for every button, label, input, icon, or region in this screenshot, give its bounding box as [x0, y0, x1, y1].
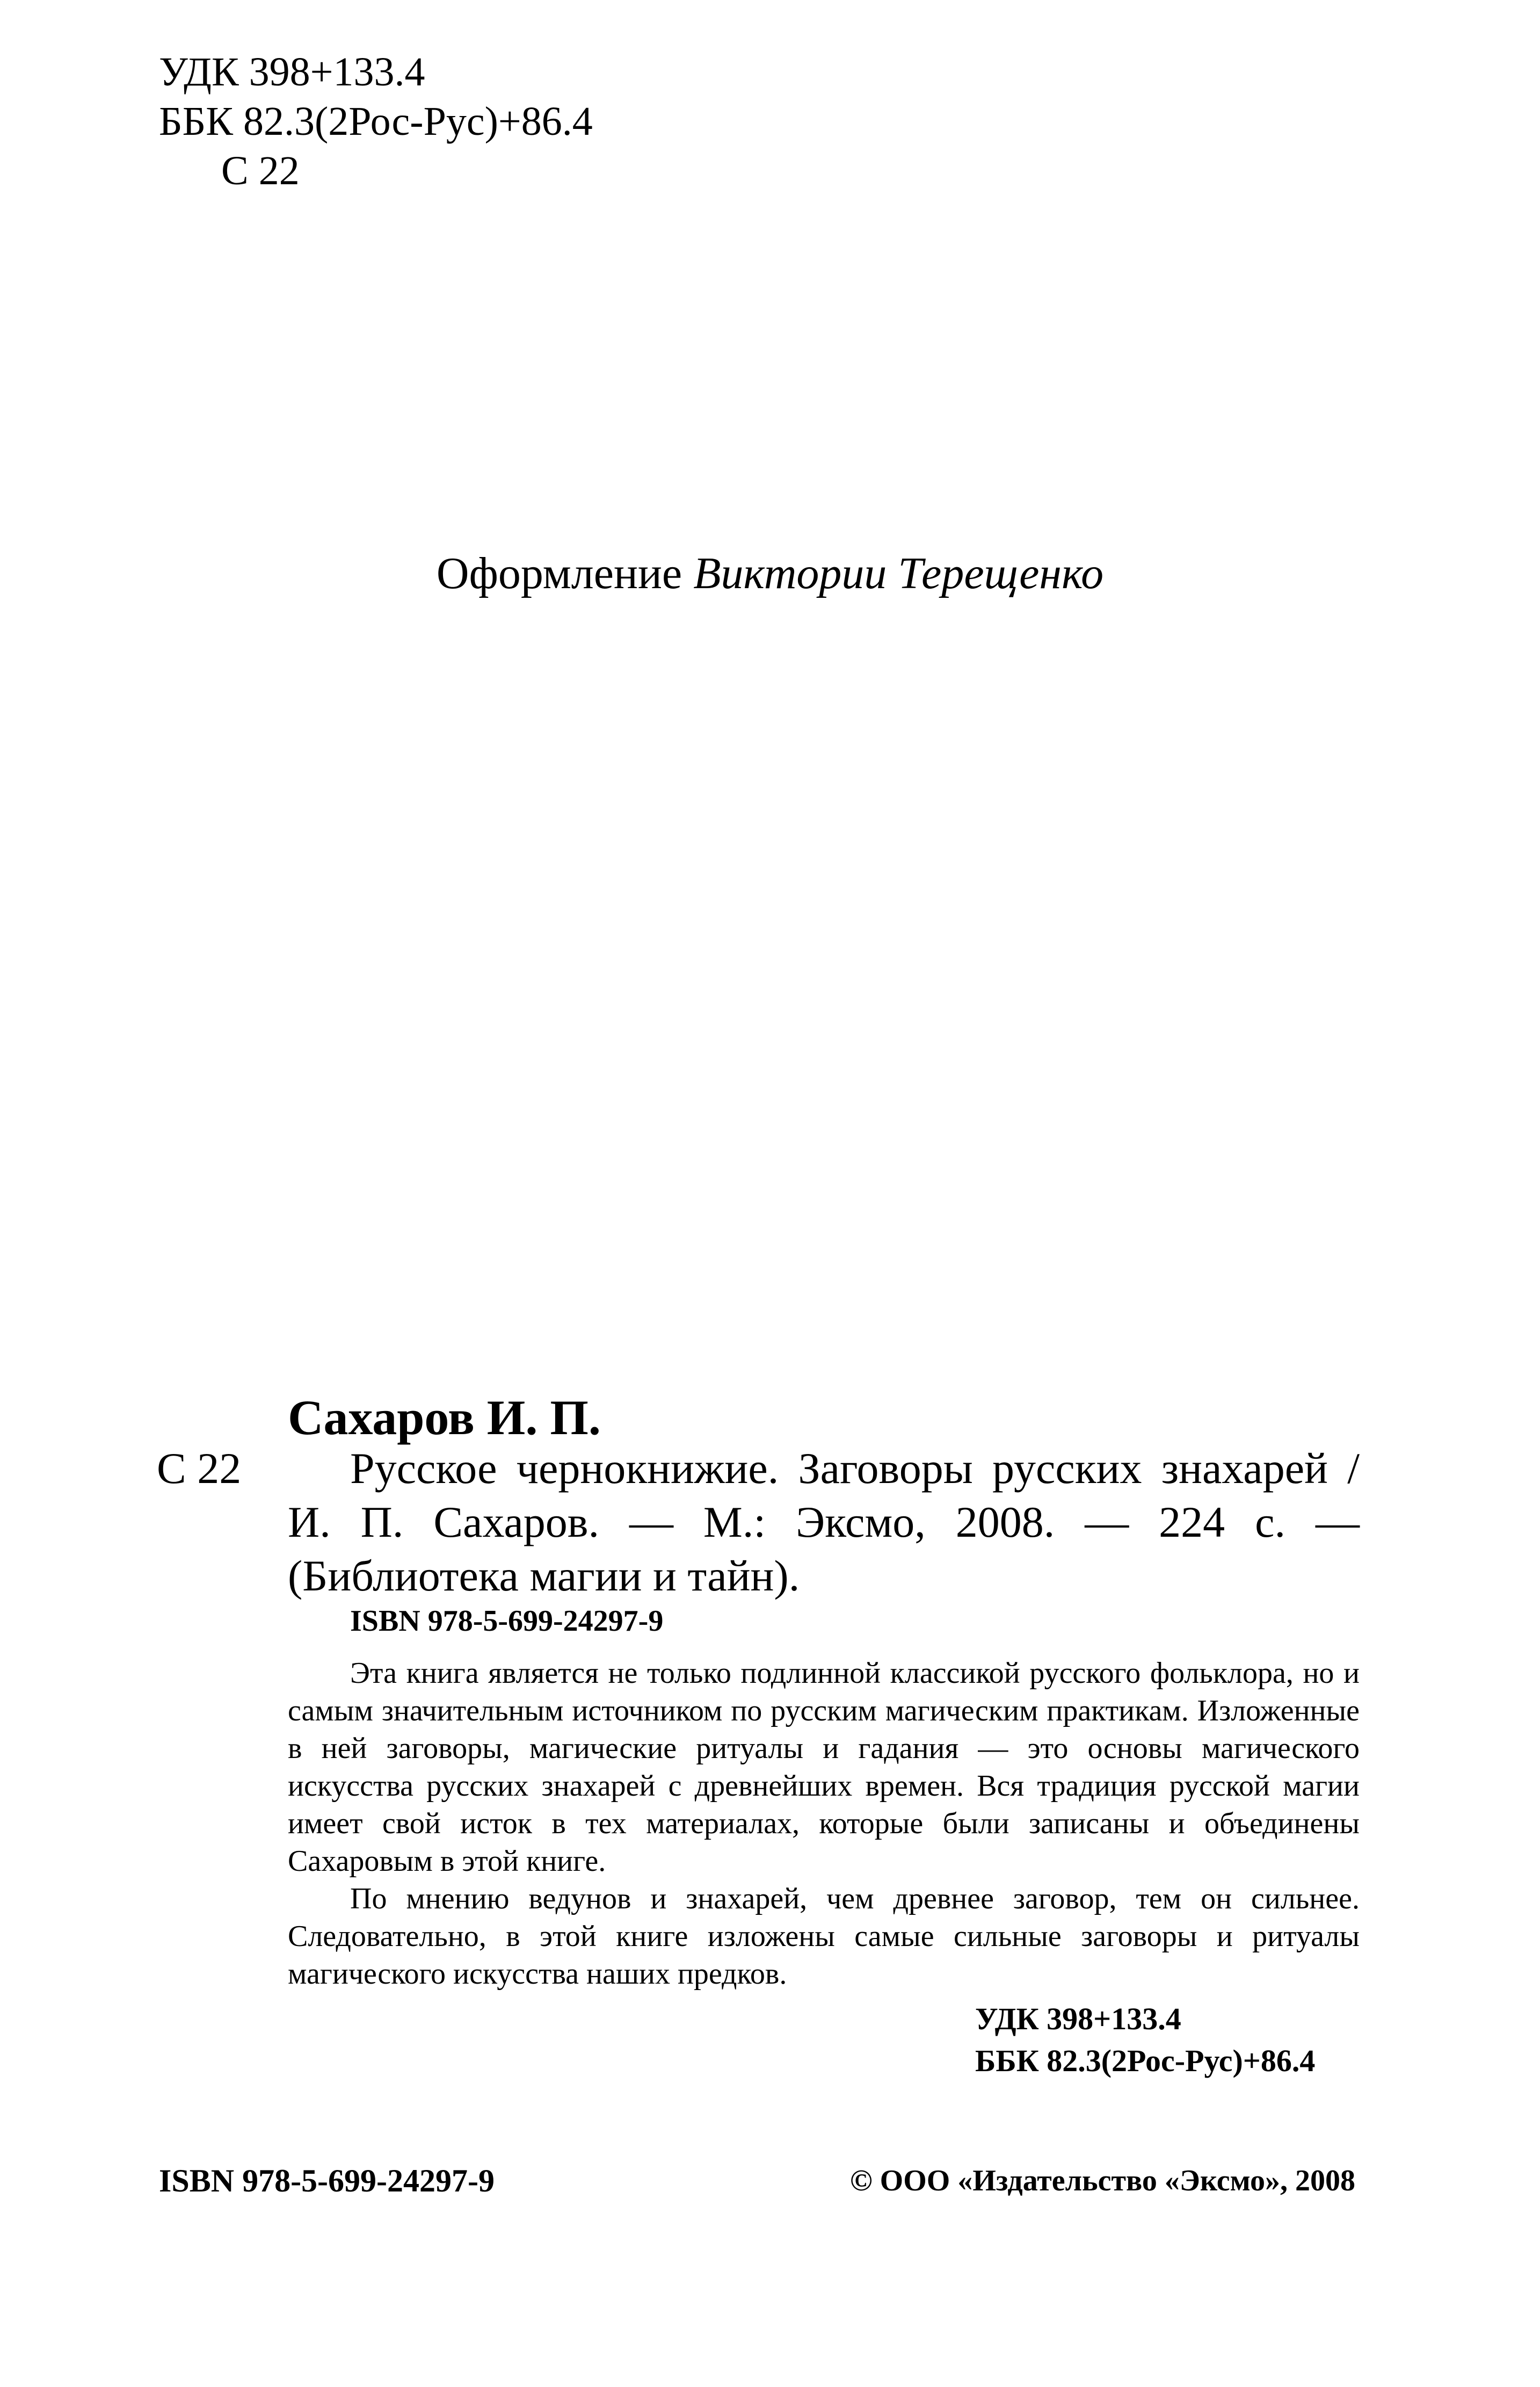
header-bbk: ББК 82.3(2Рос-Рус)+86.4: [159, 99, 593, 144]
header-codes: [159, 47, 593, 196]
catalog-udk: УДК 398+133.4: [975, 2001, 1181, 2036]
header-udk: УДК 398+133.4: [159, 49, 425, 95]
catalog-bbk: ББК 82.3(2Рос-Рус)+86.4: [975, 2043, 1316, 2078]
header-author-mark: С 22: [221, 148, 300, 193]
design-credit-label: Оформление: [436, 548, 682, 598]
catalog-codes: [975, 1998, 1315, 2082]
catalog-isbn: ISBN 978-5-699-24297-9: [350, 1604, 664, 1638]
catalog-description-text: Русское чернокнижие. Заговоры русских знахарей / И. П. Сахаров. — М.: Эксмо, 2008. — 224 с. — (Библиотека магии и тайн).: [288, 1444, 1360, 1600]
annotation-paragraph: Эта книга является не только подлинной классикой русского фольклора, но и самым значительным источником по русским магическим практикам. Изложенные в ней заговоры, магические ритуалы и гадания — это основы магического искусства русских знахарей с древнейших времен. Вся традиция русской магии имеет свой исток в тех материалах, которые были записаны и объединены Сахаровым в этой книге.: [288, 1657, 1360, 1878]
annotation-paragraph: По мнению ведунов и знахарей, чем древнее заговор, тем он сильнее. Следовательно, в этой книге изложены самые сильные заговоры и ритуалы магического искусства наших предков.: [288, 1882, 1360, 1991]
design-credit: [0, 547, 1540, 601]
catalog-annotation: [288, 1654, 1360, 1993]
footer-copyright: © ООО «Издательство «Эксмо», 2008: [849, 2164, 1355, 2197]
catalog-author-mark: С 22: [157, 1444, 242, 1493]
design-credit-designer: Виктории Терещенко: [693, 548, 1104, 598]
catalog-description: [288, 1442, 1360, 1603]
catalog-author: Сахаров И. П.: [288, 1390, 601, 1445]
footer-isbn: ISBN 978-5-699-24297-9: [159, 2163, 495, 2198]
